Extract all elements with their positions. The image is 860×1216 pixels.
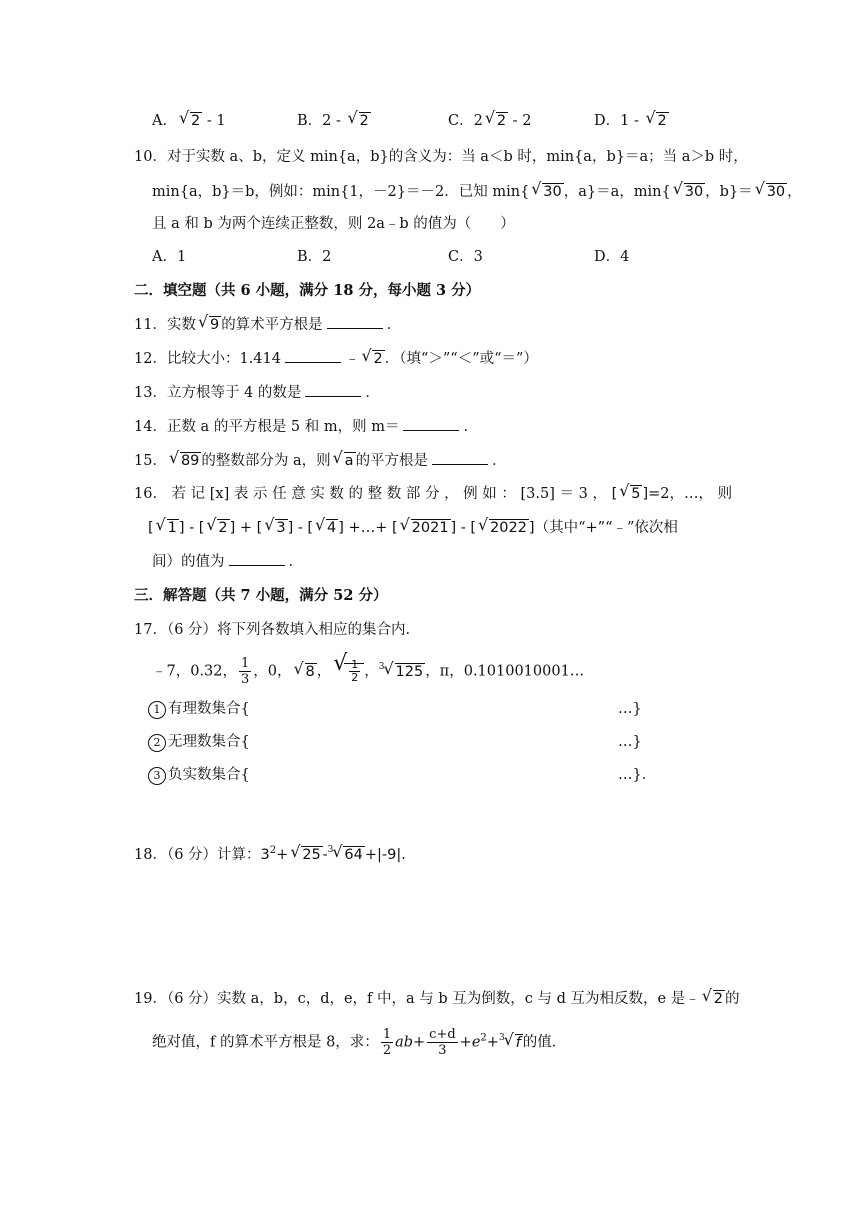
sqrt-symbol: √ 2 xyxy=(178,108,201,129)
q9-option-b: B．2 - √ 2 xyxy=(297,108,369,129)
q9-option-c: C．2 √ 2 - 2 xyxy=(448,108,532,129)
q17-numbers: ﹣7，0.32， $\frac{1}{3}$ ，0， √ 8 ， √ $\frac{1}{2}$ ，$^3$ √ 125 ，π，0.1010010001… xyxy=(152,651,585,687)
q10-option-d: D．4 xyxy=(594,249,630,265)
q9-option-a: A． √ 2 - 1 xyxy=(152,110,226,132)
q17-set-negative: 3 负实数集合{ …}． xyxy=(148,764,250,786)
q18: 18．（6 分）计算：$3^2+$ √ 25 -$^3$ √ 64 +|-9|. xyxy=(134,841,406,863)
q10-line-2: min{a，b}＝b，例如：min{1，－2}＝－2．已知 min{ √ 30 ，a}＝a，min{ √ 30 ，b}＝ √ 30 ， xyxy=(152,179,802,200)
q10-option-c: C．3 xyxy=(448,249,483,265)
q17-set-rational: 1 有理数集合{ …} xyxy=(148,698,250,720)
answer-blank xyxy=(327,314,383,329)
q16-line-2: [ √ 1 ] - [ √ 2 ] + [ √ 3 ] - [ √ 4 ] +…+ [ √ 2021 ] - [ √ 2022 ]（其中“+”“﹣”依次相 xyxy=(148,515,678,536)
q10-option-a: A．1 xyxy=(152,249,187,265)
q10-option-b: B．2 xyxy=(297,249,332,265)
answer-blank xyxy=(285,348,341,363)
answer-blank xyxy=(229,551,285,566)
answer-blank xyxy=(305,382,361,397)
q19-line-1: 19．（6 分）实数 a，b，c，d，e，f 中，a 与 b 互为倒数，c 与 d 互为相反数，e 是﹣ √ 2 的 xyxy=(134,986,740,1007)
q13: 13．立方根等于 4 的数是 ． xyxy=(134,382,380,404)
q10-line-1: 10．对于实数 a、b，定义 min{a，b}的含义为：当 a＜b 时，min{a，b}＝a；当 a＞b 时， xyxy=(134,149,748,165)
q11: 11．实数 √ 9 的算术平方根是 ． xyxy=(134,312,402,333)
q17-heading: 17．（6 分）将下列各数填入相应的集合内． xyxy=(134,622,421,638)
q15: 15． √ 89 的整数部分为 a，则 √ a 的平方根是 ． xyxy=(134,448,507,469)
q16-line-1: 16． 若 记 [x] 表 示 任 意 实 数 的 整 数 部 分 ， 例 如 ： [3.5] ＝ 3 ， [ √ 5 ]=2，…， 则 xyxy=(134,481,733,502)
q14: 14．正数 a 的平方根是 5 和 m，则 m＝ ． xyxy=(134,416,478,438)
q16-line-3: 间）的值为 ． xyxy=(152,551,303,573)
answer-blank xyxy=(403,416,459,431)
q12: 12．比较大小：1.414 ﹣ √ 2 ．（填“＞”“＜”或“＝”） xyxy=(134,346,538,367)
answer-blank xyxy=(432,450,488,465)
q19-line-2: 绝对值，f 的算术平方根是 8，求： $\frac{1}{2}$ ab+ $\frac{c+d}{3}$ $+e^2+^3$ √ f 的值． xyxy=(152,1027,567,1058)
q17-set-irrational: 2 无理数集合{ …} xyxy=(148,731,250,753)
q10-line-3: 且 a 和 b 为两个连续正整数，则 2a﹣b 的值为（ ） xyxy=(152,216,515,232)
section-3-heading: 三．解答题（共 7 小题，满分 52 分） xyxy=(134,587,388,604)
q9-option-d: D．1 - √ 2 xyxy=(594,108,667,129)
section-2-heading: 二．填空题（共 6 小题，满分 18 分，每小题 3 分） xyxy=(134,282,481,299)
